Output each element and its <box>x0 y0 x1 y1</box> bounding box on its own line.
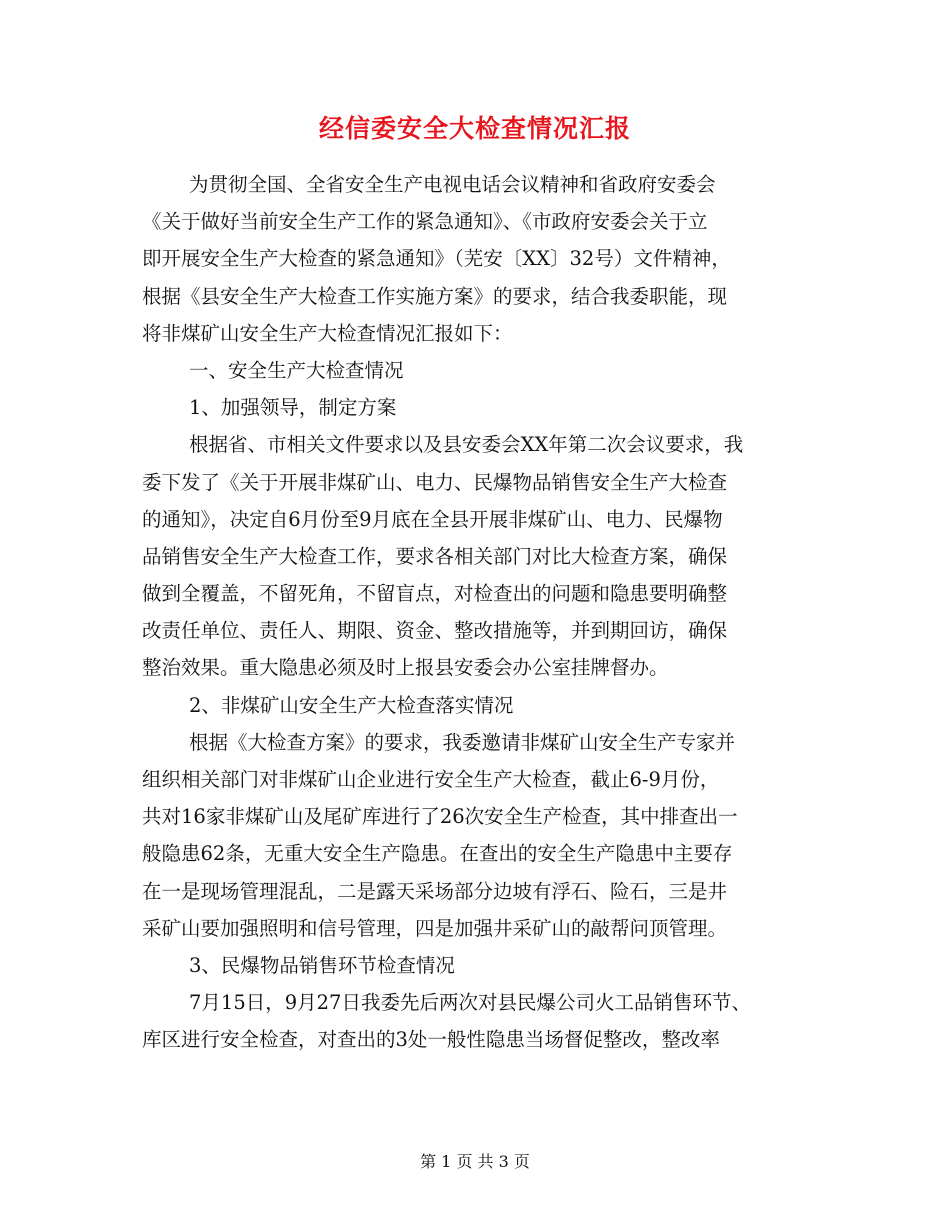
body-line: 委下发了《关于开展非煤矿山、电力、民爆物品销售安全生产大检查 <box>142 470 728 494</box>
body-line: 根据省、市相关文件要求以及县安委会XX年第二次会议要求，我 <box>189 433 744 457</box>
body-line: 整治效果。重大隐患必须及时上报县安委会办公室挂牌督办。 <box>142 656 669 680</box>
subsection-heading: 3、民爆物品销售环节检查情况 <box>189 953 455 977</box>
body-line: 在一是现场管理混乱，二是露天采场部分边坡有浮石、险石，三是井 <box>142 879 728 903</box>
body-line: 改责任单位、责任人、期限、资金、整改措施等，并到期回访，确保 <box>142 619 728 643</box>
body-line: 根据《县安全生产大检查工作实施方案》的要求，结合我委职能，现 <box>142 284 728 308</box>
document-title: 经信委安全大检查情况汇报 <box>318 114 631 143</box>
document-body <box>142 166 802 1059</box>
body-line: 7月15日，9月27日我委先后两次对县民爆公司火工品销售环节、 <box>189 991 751 1015</box>
body-line: 品销售安全生产大检查工作，要求各相关部门对比大检查方案，确保 <box>142 544 728 568</box>
subsection-heading: 1、加强领导，制定方案 <box>189 396 397 420</box>
body-line: 的通知》，决定自6月份至9月底在全县开展非煤矿山、电力、民爆物 <box>142 507 723 531</box>
section-heading: 一、安全生产大检查情况 <box>189 358 404 382</box>
page-number-footer: 第 1 页 共 3 页 <box>420 1152 530 1171</box>
body-line: 即开展安全生产大检查的紧急通知》（芜安〔XX〕32号）文件精神， <box>142 247 731 271</box>
body-line: 根据《大检查方案》的要求，我委邀请非煤矿山安全生产专家并 <box>189 730 736 754</box>
body-line: 《关于做好当前安全生产工作的紧急通知》、《市政府安委会关于立 <box>142 210 708 234</box>
body-line: 组织相关部门对非煤矿山企业进行安全生产大检查，截止6-9月份， <box>142 768 720 791</box>
body-line: 做到全覆盖，不留死角，不留盲点，对检查出的问题和隐患要明确整 <box>142 582 728 606</box>
body-line: 为贯彻全国、全省安全生产电视电话会议精神和省政府安委会 <box>189 173 716 196</box>
body-line: 般隐患62条，无重大安全生产隐患。在查出的安全生产隐患中主要存 <box>142 842 733 866</box>
body-line: 将非煤矿山安全生产大检查情况汇报如下： <box>142 321 513 345</box>
subsection-heading: 2、非煤矿山安全生产大检查落实情况 <box>189 693 514 717</box>
body-line: 库区进行安全检查，对查出的3处一般性隐患当场督促整改，整改率 <box>142 1028 720 1052</box>
body-line: 采矿山要加强照明和信号管理，四是加强井采矿山的敲帮问顶管理。 <box>142 916 728 940</box>
body-line: 共对16家非煤矿山及尾矿库进行了26次安全生产检查，其中排查出一 <box>142 805 738 829</box>
